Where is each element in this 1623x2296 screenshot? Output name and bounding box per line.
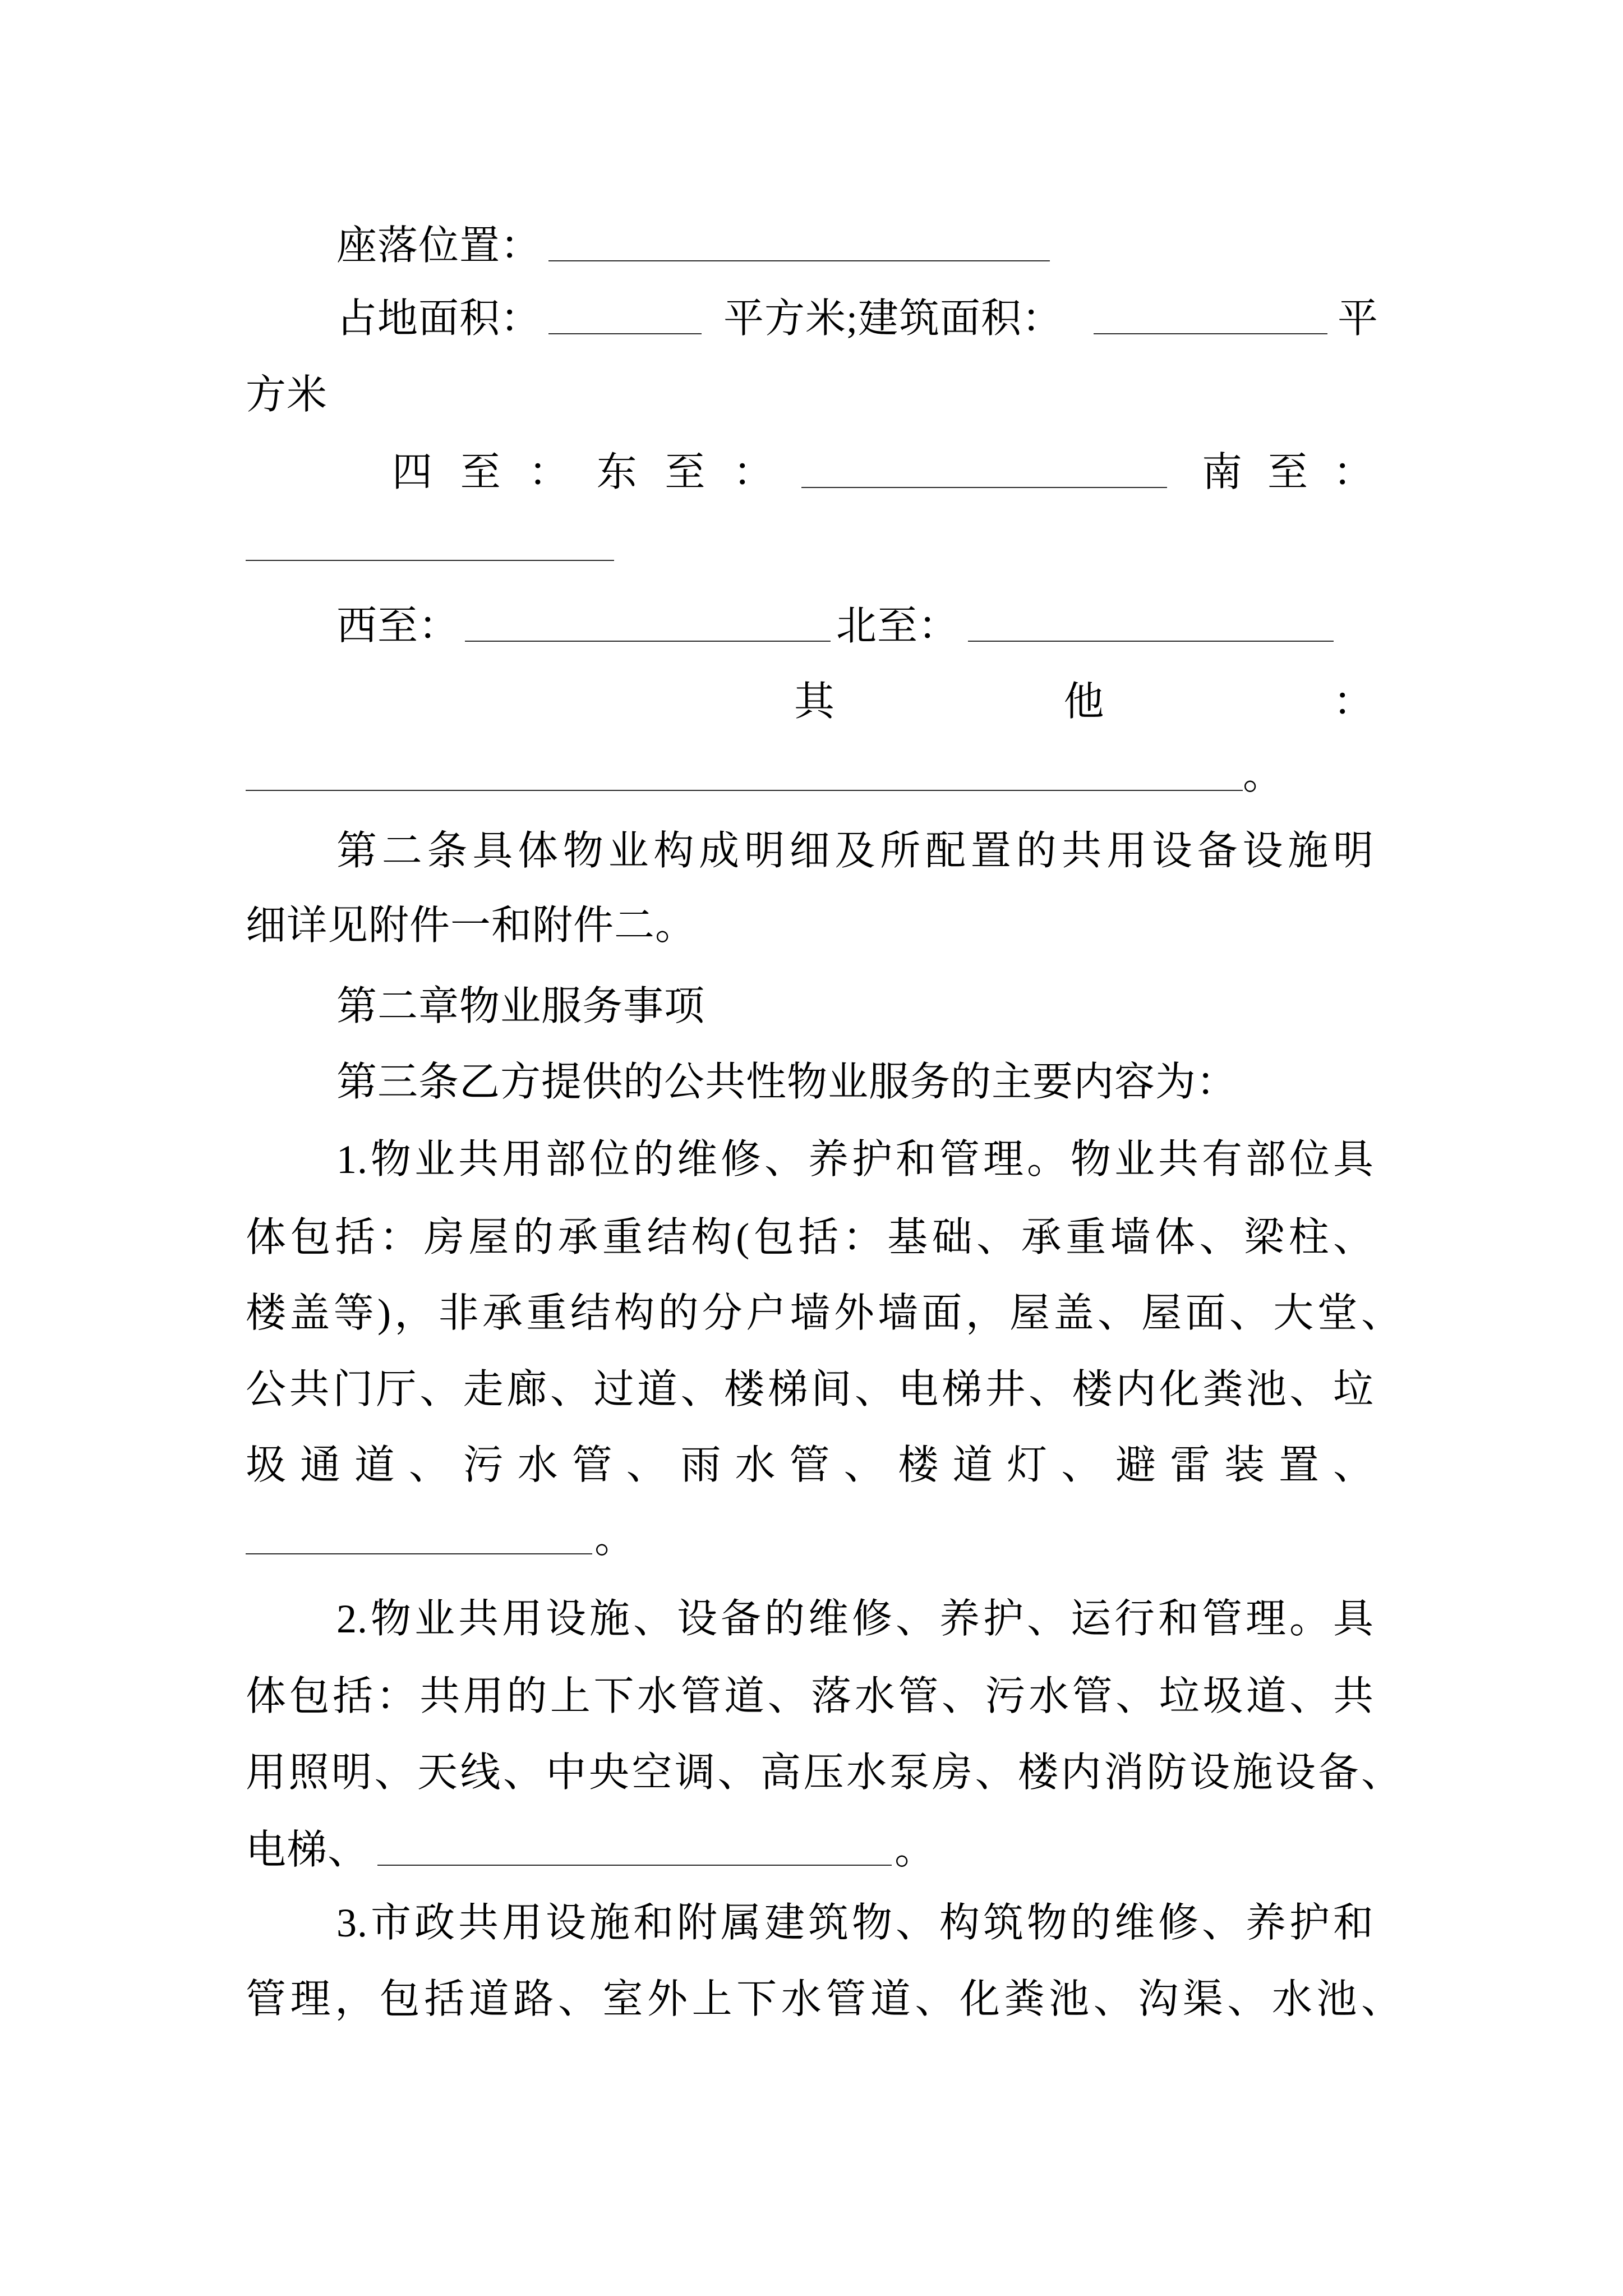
item-1-text-2: 体包括：房屋的承重结构(包括：基础、承重墙体、梁柱、 [246, 1215, 1374, 1260]
article-2-line-1 [0, 826, 1623, 876]
building-area-blank [1094, 293, 1327, 334]
building-area-unit-start: 平 [1338, 296, 1379, 341]
item-2-blank [377, 1825, 892, 1866]
item-2-line-1 [0, 1594, 1623, 1644]
chapter-2-heading [0, 981, 1623, 1032]
item-1-line-3 [0, 1288, 1623, 1338]
item-2-line-4 [0, 1825, 1623, 1875]
north-boundary-label: 北至： [836, 604, 960, 648]
item-3-text-1: 3.市政共用设施和附属建筑物、构筑物的维修、养护和 [336, 1901, 1374, 1945]
west-boundary-blank [465, 601, 831, 642]
item-1-line-2 [0, 1212, 1623, 1263]
south-boundary-blank [246, 520, 614, 561]
building-area-unit-end: 方米 [246, 372, 328, 417]
building-area-label: 平方米;建筑面积： [723, 296, 1063, 341]
other-line [0, 677, 1623, 727]
item-3-line-2 [0, 1974, 1623, 2024]
south-boundary-line [0, 520, 1623, 570]
item-2-line-2 [0, 1671, 1623, 1722]
area-line [0, 293, 1623, 344]
item-3-text-2: 管理，包括道路、室外上下水管道、化粪池、沟渠、水池、 [246, 1977, 1402, 2022]
item-1-line-1 [0, 1134, 1623, 1185]
article-3-intro: 第三条乙方提供的公共性物业服务的主要内容为： [336, 1060, 1238, 1105]
chapter-2-title: 第二章物业服务事项 [336, 984, 706, 1029]
item-2-line-3 [0, 1747, 1623, 1798]
south-boundary-label: 南至： [1202, 450, 1374, 495]
item-2-text-2: 体包括：共用的上下水管道、落水管、污水管、垃圾道、共 [246, 1674, 1374, 1719]
north-boundary-blank [968, 601, 1334, 642]
west-north-line [0, 601, 1623, 651]
location-label: 座落位置： [336, 223, 542, 268]
item-1-text-3: 楼盖等)，非承重结构的分户墙外墙面，屋盖、屋面、大堂、 [246, 1291, 1402, 1336]
article-2-text-2: 细详见附件一和附件二。 [246, 903, 697, 948]
item-1-end-punct: 。 [594, 1516, 636, 1561]
other-label: 其他： [794, 679, 1374, 724]
four-boundaries-east-label: 四至：东至： [392, 450, 774, 495]
article-2-text-1: 第二条具体物业构成明细及所配置的共用设备设施明 [336, 829, 1374, 873]
item-2-text-3: 用照明、天线、中央空调、高压水泵房、楼内消防设施设备、 [246, 1750, 1402, 1795]
location-blank [548, 220, 1050, 261]
other-blank-line [0, 750, 1623, 800]
boundaries-line [0, 447, 1623, 498]
item-2-last-prefix: 电梯、 [246, 1828, 369, 1872]
area-unit-line [0, 370, 1623, 420]
item-1-blank-line [0, 1513, 1623, 1564]
other-blank [246, 750, 1243, 791]
land-area-blank [548, 293, 702, 334]
east-boundary-blank [801, 447, 1167, 488]
item-1-line-5 [0, 1440, 1623, 1490]
item-2-end-punct: 。 [895, 1828, 936, 1872]
item-3-line-1 [0, 1898, 1623, 1948]
land-area-label: 占地面积： [336, 296, 542, 341]
item-2-text-1: 2.物业共用设施、设备的维修、养护、运行和管理。具 [336, 1596, 1374, 1641]
article-3-intro-line [0, 1057, 1623, 1107]
item-1-blank [246, 1513, 592, 1554]
location-line [0, 220, 1623, 271]
item-1-line-4 [0, 1364, 1623, 1415]
item-1-text-5: 圾通道、污水管、雨水管、楼道灯、避雷装置、 [246, 1443, 1374, 1488]
west-boundary-label: 西至： [336, 604, 460, 648]
article-2-line-2 [0, 900, 1623, 951]
other-end-punct: 。 [1243, 753, 1284, 798]
item-1-text-4: 公共门厅、走廊、过道、楼梯间、电梯井、楼内化粪池、垃 [246, 1367, 1374, 1412]
item-1-text-1: 1.物业共用部位的维修、养护和管理。物业共有部位具 [336, 1137, 1374, 1182]
